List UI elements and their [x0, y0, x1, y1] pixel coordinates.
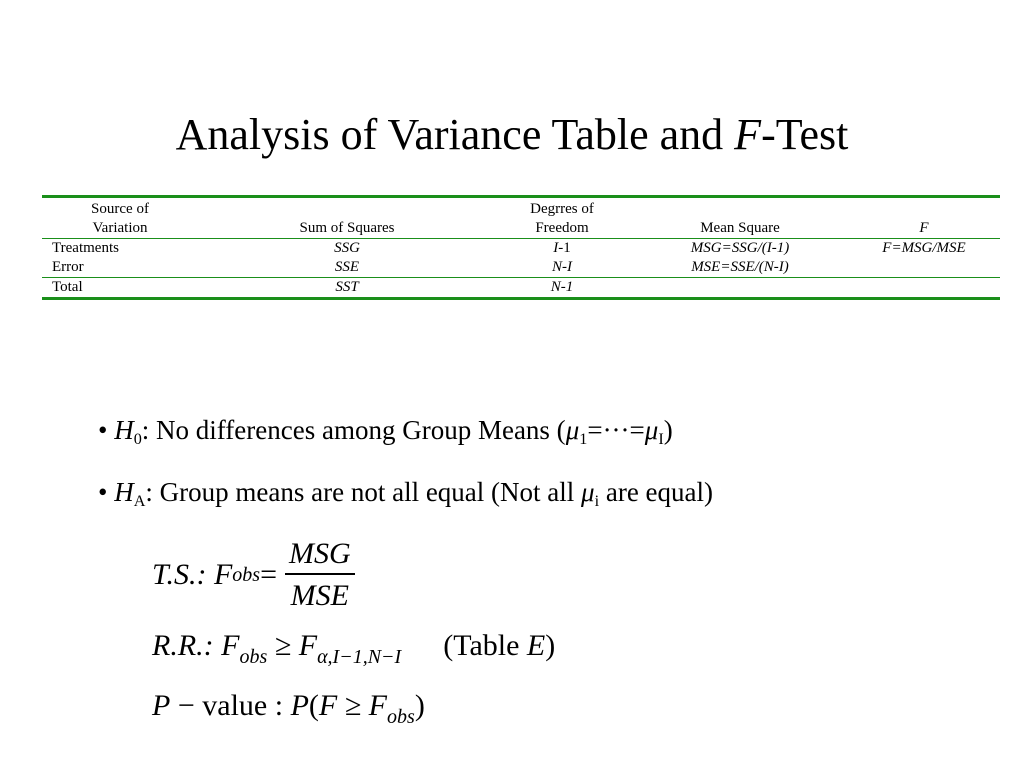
ts-fraction: [285, 537, 355, 613]
test-statistic-formula: [152, 530, 355, 620]
row-ss: SSG: [202, 239, 492, 259]
bullet-dot: •: [98, 477, 108, 507]
row-df: [492, 239, 632, 259]
h-subscript: 0: [133, 430, 142, 448]
table-header-row: [42, 197, 1000, 239]
row-df: N-I: [552, 259, 572, 275]
rr-rhs-sub: α,I−1,N−I: [317, 646, 402, 668]
table-row: [42, 239, 1000, 259]
pv-close: ): [414, 689, 425, 722]
pv-open: (: [308, 689, 319, 722]
ts-lhs: T.S.: F: [152, 558, 233, 591]
slide-title: [0, 108, 1024, 162]
ts-lhs-sub: obs: [232, 563, 261, 586]
pv-f: F: [318, 689, 338, 722]
h-symbol: H: [114, 415, 134, 445]
bullet-text: : Group means are not all equal (Not all: [145, 477, 582, 507]
title-text: Analysis of Variance Table and: [175, 110, 735, 159]
row-source: Treatments: [42, 239, 202, 259]
header-df: [492, 197, 632, 239]
row-df-i: I: [553, 240, 559, 256]
ts-numerator: MSG: [289, 537, 351, 570]
bullet-null-hypothesis: [98, 414, 673, 446]
h-symbol: H: [114, 477, 134, 507]
row-df: N-1: [492, 278, 632, 299]
header-source-line2: Variation: [92, 220, 148, 236]
rejection-region-formula: [152, 626, 555, 677]
anova-table: [42, 195, 1000, 300]
rr-lhs: R.R.: F: [152, 629, 240, 662]
mu-symbol: μ: [581, 477, 595, 507]
bullet-alt-hypothesis: [98, 476, 713, 508]
header-ms: Mean Square: [700, 220, 780, 236]
rr-note-e: E: [526, 629, 546, 662]
mu-subscript: I: [658, 430, 664, 448]
header-df-line2: Freedom: [535, 220, 589, 236]
rr-lhs-sub: obs: [239, 646, 268, 668]
pv-sub: obs: [387, 706, 415, 728]
mu-symbol: μ: [644, 415, 659, 445]
bullet-dot: •: [98, 415, 108, 445]
pv-dash: − value :: [170, 689, 291, 722]
header-source-line1: Source of: [91, 201, 149, 217]
row-ss: SSE: [334, 259, 360, 275]
row-ss: SST: [202, 278, 492, 299]
p-value-formula: [152, 686, 425, 737]
row-ms: MSG=SSG/(I-1): [632, 239, 848, 259]
bullet-text: : No differences among Group Means (: [141, 415, 566, 445]
header-ss: Sum of Squares: [299, 220, 395, 236]
table-row: [42, 258, 1000, 278]
pv-p: P: [152, 689, 171, 722]
bullet-close: are equal): [599, 477, 714, 507]
bullet-close: ): [663, 415, 673, 445]
rr-geq: ≥ F: [267, 629, 318, 662]
row-ms: [632, 278, 848, 299]
row-ms: MSE=SSE/(N-I): [691, 259, 789, 275]
mu-subscript: 1: [579, 430, 588, 448]
mu-symbol: μ: [565, 415, 580, 445]
title-suffix: -Test: [761, 110, 849, 159]
row-source: Total: [42, 278, 202, 299]
table-row: [42, 278, 1000, 299]
header-df-line1: Degrres of: [530, 201, 594, 217]
row-f: F=MSG/MSE: [848, 239, 1000, 259]
row-df-rest: -1: [558, 240, 571, 256]
title-italic-f: F: [734, 110, 762, 159]
ts-denominator: MSE: [290, 579, 349, 612]
pv-geq: ≥ F: [337, 689, 388, 722]
bullet-ellipsis: =···=: [587, 415, 645, 445]
mu-subscript: i: [594, 492, 600, 510]
ts-equals: =: [260, 558, 277, 591]
header-f: F: [919, 220, 929, 236]
rr-note-close: ): [545, 629, 556, 662]
h-subscript: A: [133, 492, 146, 510]
row-f: [848, 258, 1000, 278]
header-source: [42, 197, 202, 239]
pv-p2: P: [290, 689, 309, 722]
rr-note-open: (Table: [443, 629, 527, 662]
row-source: Error: [52, 259, 84, 275]
row-f: [848, 278, 1000, 299]
